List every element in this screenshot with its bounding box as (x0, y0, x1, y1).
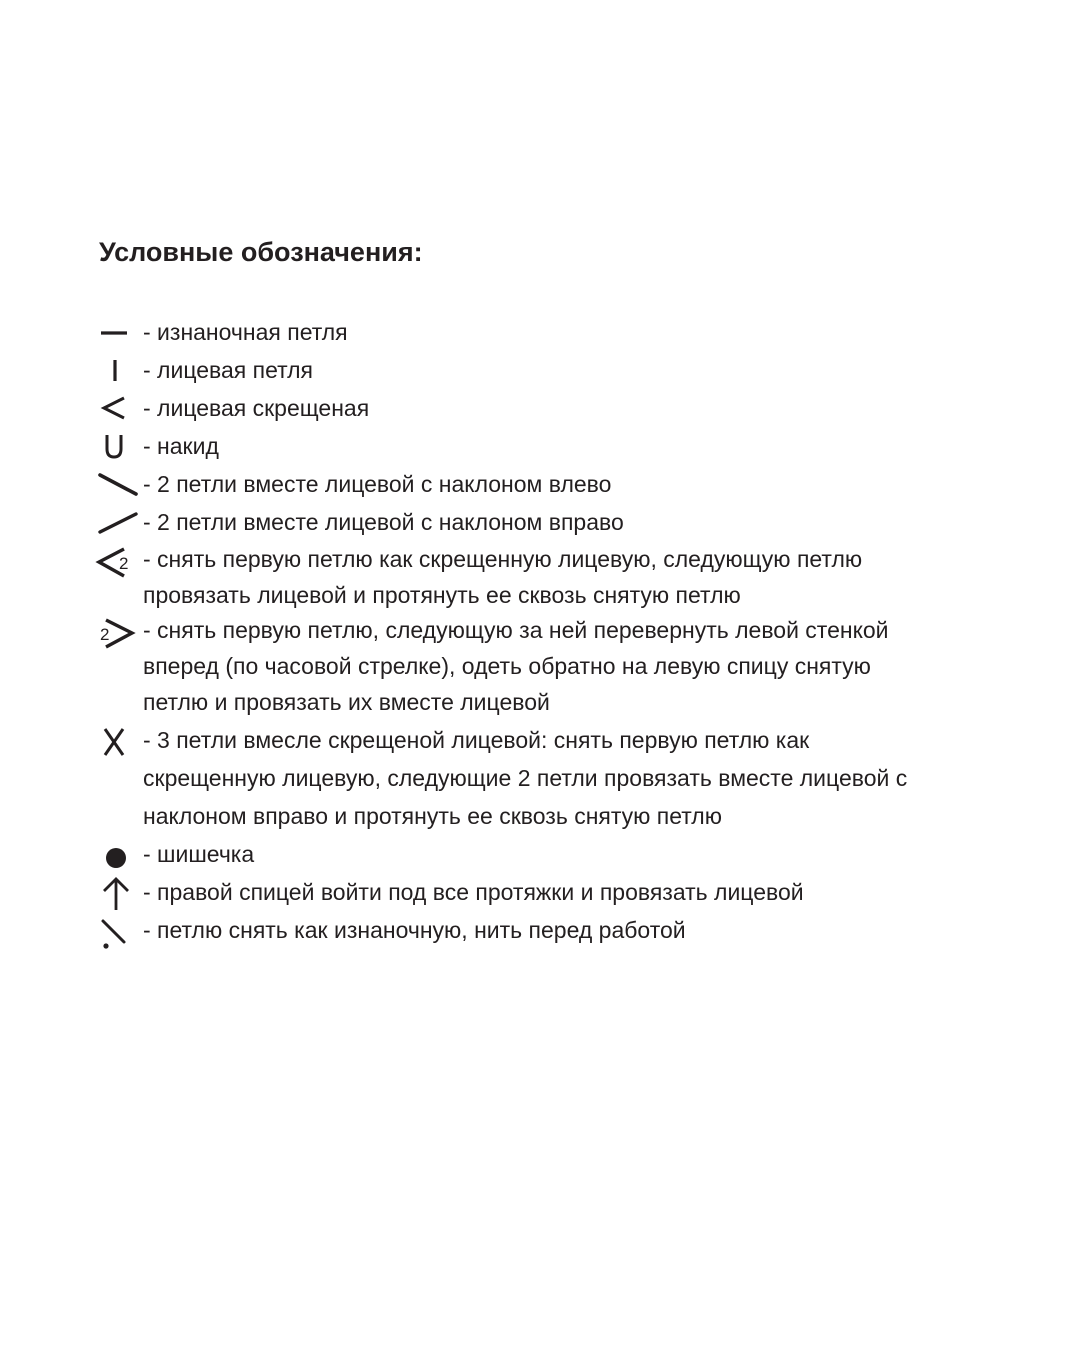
legend-text-line: - лицевая скрещеная (143, 395, 370, 421)
yarn-over-u-icon (94, 428, 140, 464)
up-arrow-icon (94, 874, 140, 910)
legend-item-text (143, 721, 1023, 835)
legend-item-text (143, 912, 1023, 948)
legend-text-line: провязать лицевой и протянуть ее сквозь снятую петлю (143, 582, 741, 608)
legend-text-line: наклоном вправо и протянуть ее сквозь снятую петлю (143, 803, 722, 829)
legend-text-line: - правой спицей войти под все протяжки и провязать лицевой (143, 879, 804, 905)
legend-item-text (143, 352, 1023, 388)
svg-text:2: 2 (119, 554, 129, 573)
legend-text-line: - изнаночная петля (143, 319, 348, 345)
decrease-right-slash-icon (94, 504, 140, 540)
svg-text:2: 2 (100, 625, 110, 644)
legend-item-text (143, 314, 1023, 350)
legend-item-text (143, 428, 1023, 464)
twisted-knit-chevron-icon (94, 390, 140, 426)
decrease-left-slash-icon (94, 466, 140, 502)
legend-text-line: вперед (по часовой стрелке), одеть обратно на левую спицу снятую (143, 653, 871, 679)
legend-text-line: - 3 петли вмесле скрещеной лицевой: снять первую петлю как (143, 727, 810, 753)
legend-title: Условные обозначения: (99, 237, 423, 267)
legend-text-line: - лицевая петля (143, 357, 314, 383)
legend-text-line: - 2 петли вместе лицевой с наклоном влево (143, 471, 612, 497)
legend-item-text (143, 504, 1023, 540)
knit-stitch-bar-icon (94, 352, 140, 388)
legend-item-text (143, 612, 1023, 720)
legend-item-text (143, 466, 1023, 502)
legend-text-line: петлю и провязать их вместе лицевой (143, 689, 550, 715)
legend-text-line: - шишечка (143, 841, 255, 867)
bobble-dot-icon (94, 838, 140, 874)
legend-text-line: - снять первую петлю, следующую за ней перевернуть левой стенкой (143, 617, 889, 643)
legend-item-text (143, 874, 1023, 910)
legend-text-line: - петлю снять как изнаночную, нить перед работой (143, 917, 686, 943)
slip-stitch-slash-icon (94, 914, 140, 950)
legend-text-line: - снять первую петлю как скрещенную лицевую, следующую петлю (143, 546, 863, 572)
purl-stitch-dash-icon (94, 314, 140, 350)
legend-item-text (143, 541, 1023, 613)
legend-text-line: скрещенную лицевую, следующие 2 петли провязать вместе лицевой с (143, 765, 908, 791)
right-chevron-2-icon (94, 615, 140, 651)
cross-x-icon (94, 723, 140, 759)
left-chevron-2-icon (94, 544, 140, 580)
legend-text-line: - 2 петли вместе лицевой с наклоном вправо (143, 509, 624, 535)
legend-text-line: - накид (143, 433, 219, 459)
legend-item-text (143, 836, 1023, 872)
legend-item-text (143, 390, 1023, 426)
